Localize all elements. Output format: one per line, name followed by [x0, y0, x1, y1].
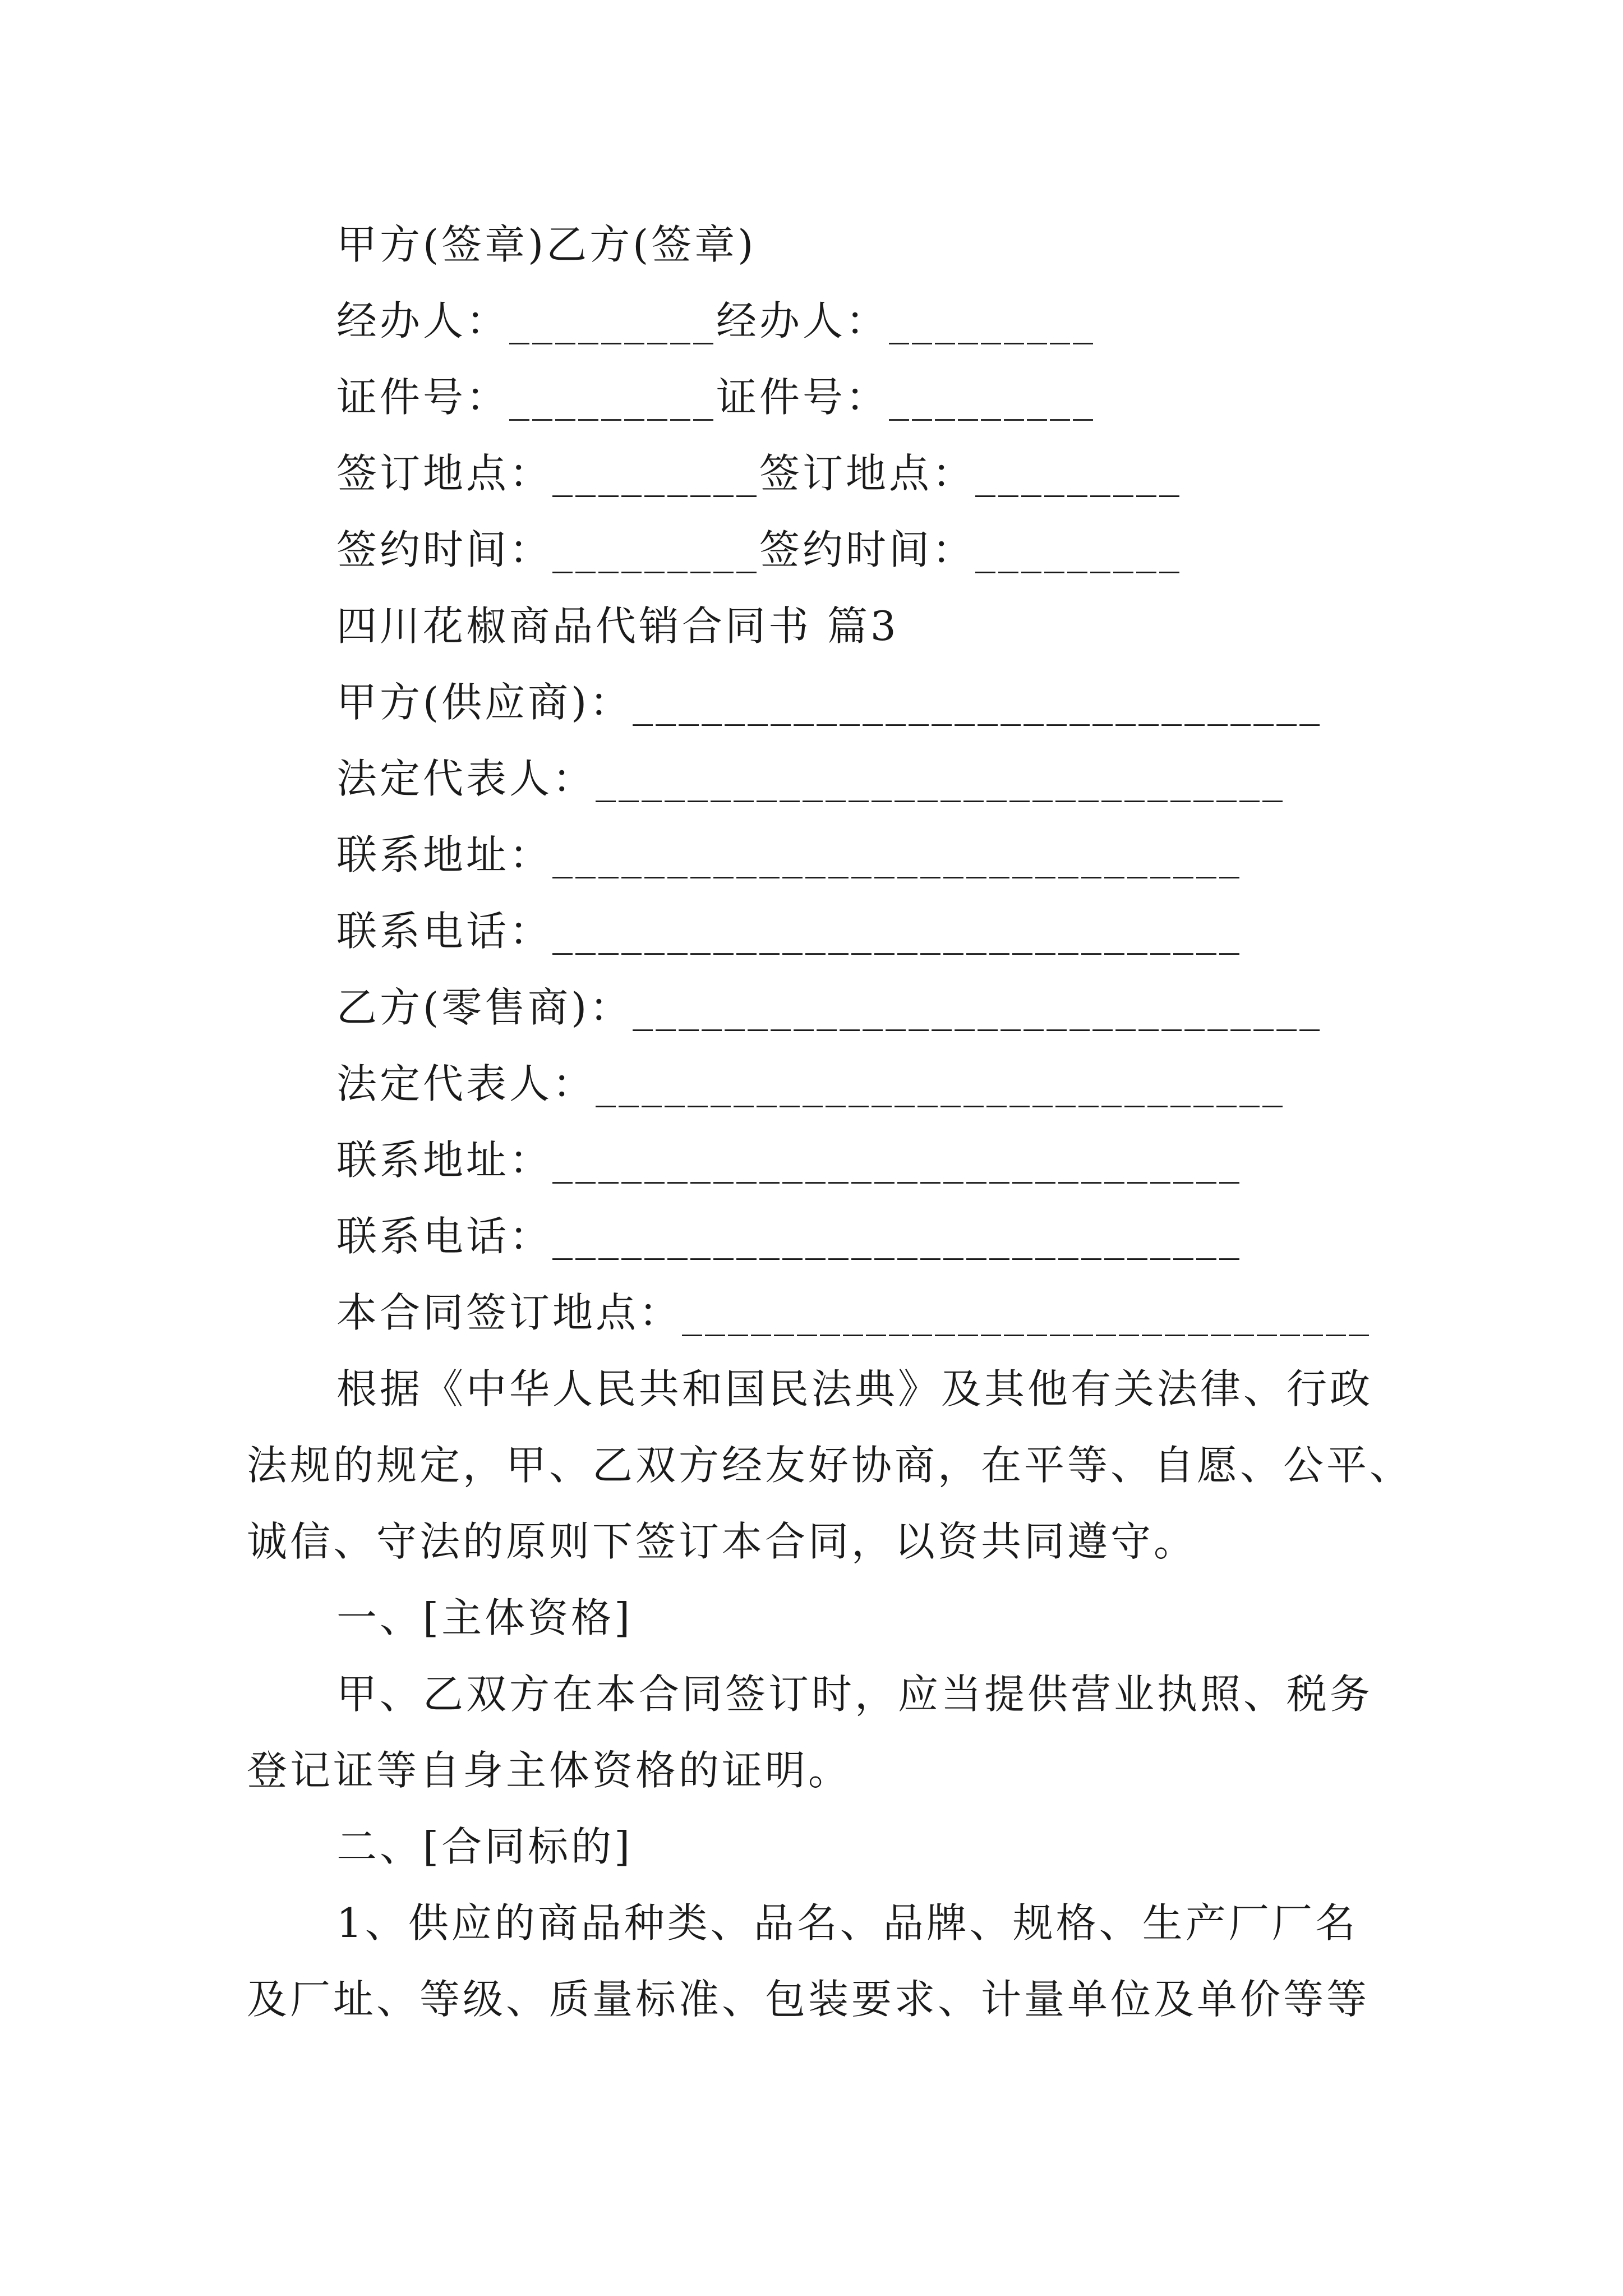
preamble-line-1: 根据《中华人民共和国民法典》及其他有关法律、行政 — [336, 1365, 1373, 1412]
party-b-phone-line: 联系电话：______________________________ — [336, 1213, 1243, 1260]
clause-2-line-2: 及厂址、等级、质量标准、包装要求、计量单位及单价等等 — [247, 1976, 1370, 2023]
party-b-retailer-line: 乙方(零售商)：______________________________ — [336, 984, 1323, 1031]
signature-time-line: 签约时间：_________签约时间：_________ — [336, 526, 1183, 573]
clause-1-heading: 一、[主体资格] — [336, 1594, 633, 1641]
preamble-line-2: 法规的规定，甲、乙双方经友好协商，在平等、自愿、公平、 — [247, 1442, 1413, 1489]
section-title: 四川花椒商品代销合同书 篇3 — [336, 602, 899, 650]
party-b-legal-rep-line: 法定代表人：______________________________ — [336, 1060, 1286, 1107]
clause-1-line-2: 登记证等自身主体资格的证明。 — [247, 1747, 852, 1794]
party-a-supplier-line: 甲方(供应商)：______________________________ — [336, 679, 1323, 726]
clause-2-line-1: 1、供应的商品种类、品名、品牌、规格、生产厂厂名 — [336, 1899, 1358, 1947]
signature-place-line: 签订地点：_________签订地点：_________ — [336, 450, 1183, 497]
clause-1-line-1: 甲、乙双方在本合同签订时，应当提供营业执照、税务 — [336, 1671, 1373, 1718]
party-a-address-line: 联系地址：______________________________ — [336, 831, 1243, 878]
signing-place-line: 本合同签订地点：______________________________ — [336, 1289, 1372, 1336]
party-a-legal-rep-line: 法定代表人：______________________________ — [336, 755, 1286, 802]
party-b-address-line: 联系地址：______________________________ — [336, 1137, 1243, 1184]
signature-parties-line: 甲方(签章)乙方(签章) — [336, 221, 757, 268]
signature-handler-line: 经办人：_________经办人：_________ — [336, 297, 1096, 344]
party-a-phone-line: 联系电话：______________________________ — [336, 908, 1243, 955]
clause-2-heading: 二、[合同标的] — [336, 1823, 633, 1870]
signature-id-line: 证件号：_________证件号：_________ — [336, 374, 1096, 421]
preamble-line-3: 诚信、守法的原则下签订本合同，以资共同遵守。 — [247, 1518, 1197, 1565]
